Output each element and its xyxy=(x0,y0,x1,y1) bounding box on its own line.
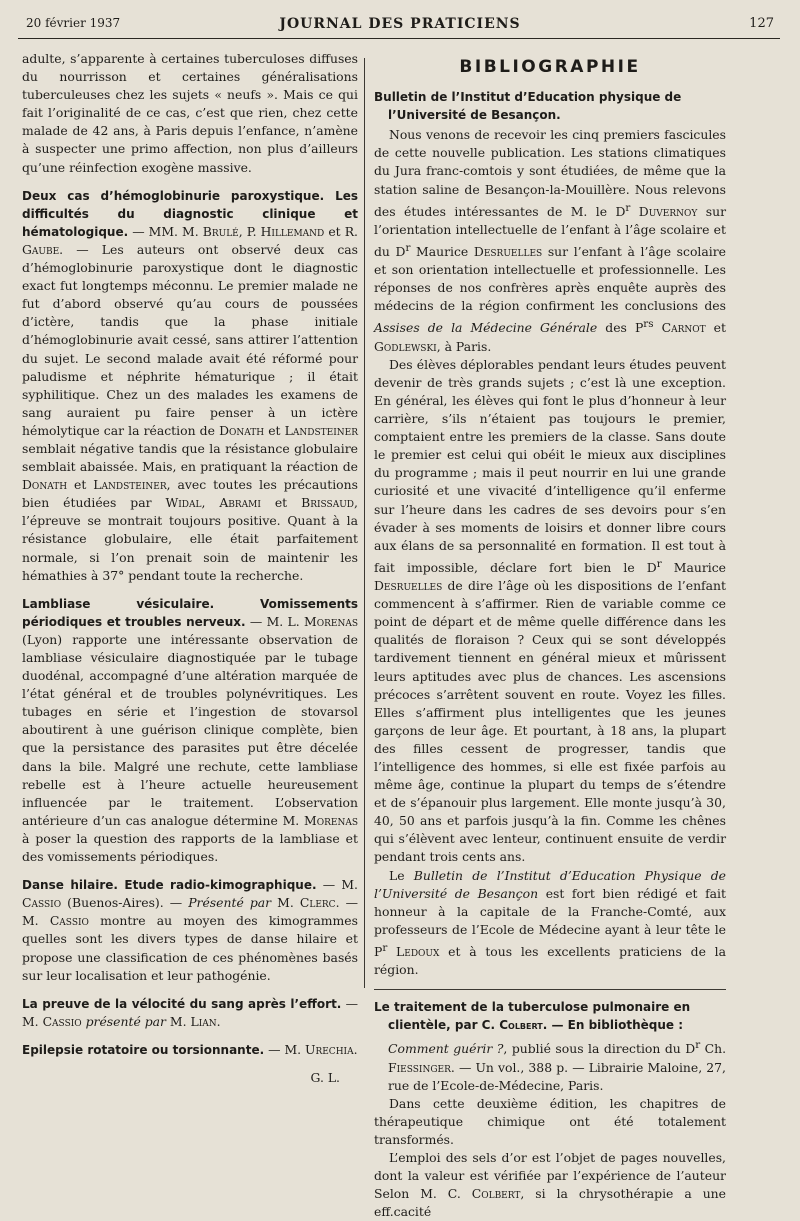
issue-date: 20 février 1937 xyxy=(26,16,121,30)
left-column xyxy=(22,50,358,1087)
running-header xyxy=(26,14,774,34)
section-title: BIBLIOGRAPHIE xyxy=(459,57,641,77)
author-name: Morenas xyxy=(304,613,358,629)
article-epilepsie: Epilepsie rotatoire ou torsionnante. — M. Urechia. xyxy=(22,1041,358,1057)
article-title: Lambliase vésiculaire. Vomissements périodiques et troubles nerveux. xyxy=(22,596,358,629)
right-column xyxy=(374,50,726,1221)
review-publication-info: Comment guérir ?, publié sous la direction du $D^r$ Ch. Fiessinger. — Un vol., 388 p. — Librairie Maloine, 27, rue de l’Ecole-de-Médecine, Paris. xyxy=(388,1039,727,1093)
author-name: Brulé xyxy=(202,223,239,239)
review-heading: Le traitement de la tuberculose pulmonaire en clientèle, par C. Colbert. — En bibliothèque : xyxy=(374,1000,691,1033)
author-name: Hillemand xyxy=(260,223,325,239)
review-heading: Bulletin de l’Institut d’Education physique de l’Université de Besançon. xyxy=(374,90,682,123)
article-preuve-velocite: La preuve de la vélocité du sang après l’effort. — M. Cassio présenté par M. Lian. xyxy=(22,995,358,1029)
article-title: La preuve de la vélocité du sang après l’effort. xyxy=(22,996,342,1011)
signature: G. L. xyxy=(310,1069,340,1085)
article-hemoglobinurie: Deux cas d’hémoglobinurie paroxystique. Les difficultés du diagnostic clinique et hématologique. — MM. M. Brulé, P. Hillemand et R. Gaube. — Les auteurs ont observé deux cas d’hémoglobinurie paroxystique dont le diagnostic exact fut longtemps méconnu. Le premier malade ne fut d’abord observé qu’au cours de poussées d’ictère, tandis que la phase initiale d’hémoglobinurie avait cessé, sans attirer l’attention du sujet. Le second malade avait été réformé pour paludisme et néphrite hématurique ; il était syphilitique. Chez un des malades les examens de sang auraient pu faire penser à un ictère hémolytique car la réaction de Donath et Landsteiner semblait négative tandis que la résistance globulaire semblait abaissée. Mais, en pratiquant la réaction de Donath et Landsteiner, avec toutes les précautions bien étudiées par Widal, Abrami et Brissaud, l’épreuve se montrait toujours positive. Quant à la résistance globulaire, elle était parfaitement normale, si l’on prenait soin de maintenir les hémathies à 37° pendant toute la recherche. xyxy=(22,188,358,583)
author-name: Cassio xyxy=(22,895,62,911)
column-divider xyxy=(364,58,365,988)
intro-paragraph: adulte, s’apparente à certaines tuberculoses diffuses du nourrisson et certaines généralisations tuberculeuses chez les sujets « neufs ». Mais ce qui fait l’originalité de ce cas, c’est que rien, chez cette malade de 42 ans, à Paris depuis l’enfance, n’amène à suspecter une primo affection, non plus d’ailleurs qu’une réinfection exogène massive. xyxy=(22,51,358,175)
author-name: Cassio xyxy=(42,1013,82,1029)
article-title: Epilepsie rotatoire ou torsionnante. xyxy=(22,1042,265,1057)
article-danse-hilaire: Danse hilaire. Etude radio-kimographique. — M. Cassio (Buenos-Aires). — Présenté par M. Clerc. — M. Cassio montre au moyen des kimogrammes quelles sont les divers types de danse hilaire et propose une classification de ces phénomènes basés sur leur localisation et leur pathogénie. xyxy=(22,877,358,983)
header-rule xyxy=(18,38,780,39)
author-name: Gaube xyxy=(22,241,60,257)
article-lambliase: Lambliase vésiculaire. Vomissements périodiques et troubles nerveux. — M. L. Morenas (Lyon) rapporte une intéressante observation de lambliase vésiculaire diagnostiquée par le tubage duodénal, accompagné d’une altération marquée de l’état général et de troubles polynévritiques. Les tubages en série et l’ingestion de stovarsol aboutirent à une guérison clinique complète, bien que la persistance des parasites put être décelée dans la bile. Malgré une rechute, cette lambliase rebelle est à l’heure actuelle heureusement influencée par le traitement. L’observation antérieure d’un cas analogue détermine M. Morenas à poser la question des rapports de la lambliase et des vomissements périodiques. xyxy=(22,596,358,865)
review-paragraph: Le Bulletin de l’Institut d’Education Physique de l’Université de Besançon est fort bien rédigé et fait honneur à la capitale de la Franche-Comté, aux professeurs de l’Ecole de Médecine ayant à leur tête le $P^r$ Ledoux et à tous les excellents praticiens de la région. xyxy=(374,867,726,978)
author-name: Urechia xyxy=(305,1041,354,1057)
review-paragraph: Nous venons de recevoir les cinq premiers fascicules de cette nouvelle publication. Les stations climatiques du Jura franc-comtois y sont étudiées, de même que la station saline de Besançon-la-Mouillère. Nous relevons des études intéressantes de M. le $D^r$ Duvernoy sur l’orientation intellectuelle de l’enfant à l’âge scolaire et du $D^r$ Maurice Desruelles sur l’enfant à l’âge scolaire et son orientation intellectuelle et professionnelle. Les réponses de nos confrères après enquête auprès des médecins de la région confirment les conclusions des Assises de la Médecine Générale des $P^{rs}$ Carnot et Godlewski, à Paris. xyxy=(374,127,727,354)
review-paragraph: L’emploi des sels d’or est l’objet de pages nouvelles, dont la valeur est vérifiée par l’expérience de l’auteur Selon M. C. Colbert, si la chrysothérapie a une eff.cacité xyxy=(374,1150,726,1220)
review-paragraph: Des élèves déplorables pendant leurs études peuvent devenir de très grands sujets ; c’est là une exception. En général, les élèves qui font le plus d’honneur à leur carrière, s’ils n’étaient pas toujours le premier, comptaient entre les premiers de la classe. Sans doute le premier est celui qui obéit le mieux aux disciplines du programme ; mais il peut nourrir en lui une grande curiosité et une vivacité d’intelligence qu’il enferme sur l’heure dans les cadres de ses devoirs pour s’en évader à ses moments de loisirs et donner libre cours aux élans de sa personnalité en formation. Il est tout à fait impossible, déclare fort bien le $D^r$ Maurice Desruelles de dire l’âge où les dispositions de l’enfant commencent à s’affirmer. Rien de variable comme ce point de départ et de même quelle différence dans les qualités de floraison ? Ceux qui se sont développés tardivement tiennent en général mieux et mûrissent leurs aptitudes avec plus de chances. Les ascensions précoces s’arrêtent souvent en route. Voyez les filles. Elles s’affirment plus intelligentes que les jeunes garçons de leur âge. Et pourtant, à 18 ans, la plupart des filles cessent de progresser, tandis que l’intelligence des hommes, si elle est fixée parfois au même âge, continue la plupart du temps de s’étendre et de s’épanouir plus largement. Elle monte jusqu’à 30, 40, 50 ans et parfois jusqu’à la fin. Comme les chênes qui s’élèvent avec lenteur, continuent ensuite de verdir pendant trois cents ans. xyxy=(374,356,726,865)
page-number: 127 xyxy=(749,16,774,31)
article-title: Deux cas d’hémoglobinurie paroxystique. Les difficultés du diagnostic clinique et hématologique. xyxy=(22,188,358,239)
review-paragraph: Dans cette deuxième édition, les chapitres de thérapeutique chimique ont été totalement transformés. xyxy=(374,1095,726,1147)
journal-title: JOURNAL DES PRATICIENS xyxy=(279,16,521,32)
section-divider xyxy=(374,989,726,990)
article-title: Danse hilaire. Etude radio-kimographique. xyxy=(22,878,317,893)
